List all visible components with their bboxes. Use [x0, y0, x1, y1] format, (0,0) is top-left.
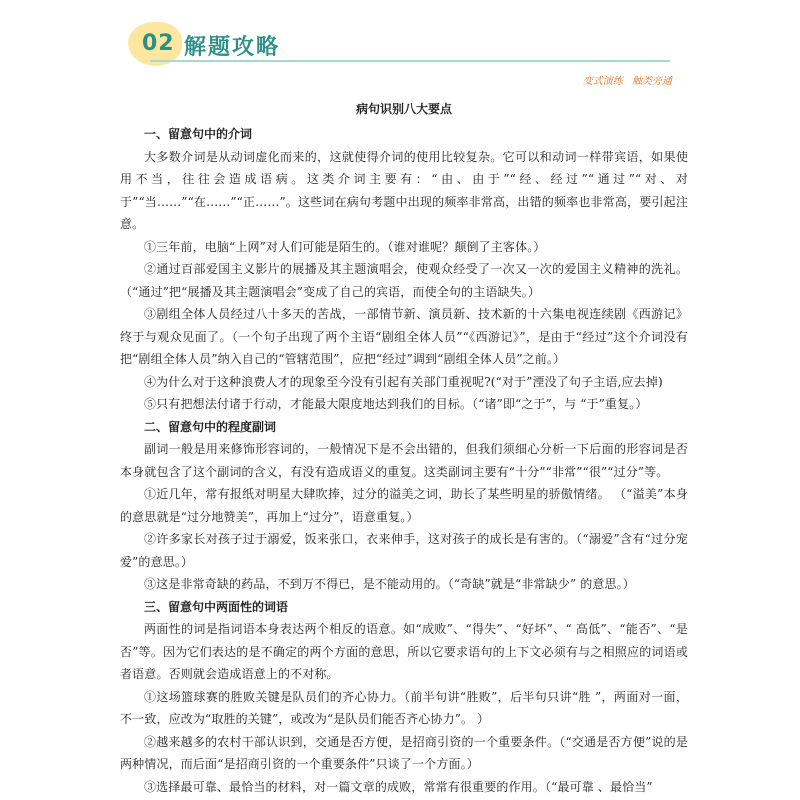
example-sentence: ①三年前，电脑“上网”对人们可能是陌生的。（谁对谁呢？颠倒了主客体。） [144, 239, 546, 254]
example-sentence: ①近几年，常有报纸对明星大肆吹捧，过分的溢美之词，助长了某些明星的骄傲情绪。 （“溢美”本身的意思就是“过分地赞美”，再加上“过分”，语意重复。） [120, 487, 688, 524]
example-sentence: ②通过百部爱国主义影片的展播及其主题演唱会，使观众经受了一次又一次的爱国主义精神的洗礼。（“通过”把“展播及其主题演唱会”变成了自己的宾语，而使全句的主语缺失。） [120, 262, 688, 299]
section-subtitle: 变式演练 触类旁通 [582, 76, 672, 87]
section-heading: 二、留意句中的程度副词 [144, 419, 277, 434]
section-heading: 一、留意句中的介词 [144, 127, 253, 141]
section-1 [120, 123, 688, 416]
paragraph: 副词一般是用来修饰形容词的，一般情况下是不会出错的，但我们须细心分析一下后面的形容词是否本身就包含了这个副词的含义，有没有造成语义的重复。这类副词主要有“十分”“非常”“很”“过分”等。 [120, 442, 688, 479]
example-sentence: ⑤只有把想法付诸于行动，才能最大限度地达到我们的目标。（“诸”即“之于”，与 “于”重复。） [144, 397, 648, 411]
section-title: 解题攻略 [184, 35, 281, 60]
section-3 [120, 596, 688, 799]
example-sentence: ②越来越多的农村干部认识到，交通是否方便，是招商引资的一个重要条件。（“交通是否方便”说的是两种情况，而后面“是招商引资的一个重要条件”只谈了一个方面。） [120, 734, 688, 771]
section-number: 02 [142, 31, 175, 56]
section-header [0, 0, 800, 100]
document-body [120, 96, 688, 798]
section-heading: 三、留意句中两面性的词语 [144, 599, 289, 614]
paragraph: 大多数介词是从动词虚化而来的，这就使得介词的使用比较复杂。它可以和动词一样带宾语，如果使用不当，往往会造成语病。这类介词主要有：“由、由于”“经、经过”“通过”“对、对于”“当……”“在……”“正……”。这些词在病句考题中出现的频率非常高，出错的频率也非常高，要引起注意。 [120, 149, 688, 231]
example-sentence: ③选择最可靠、最恰当的材料，对一篇文章的成败，常常有很重要的作用。（“最可靠 、最恰当” [144, 779, 653, 794]
example-sentence: ①这场篮球赛的胜败关键是队员们的齐心协力。（前半句讲“胜败”，后半句只讲“胜 ”，两面对一面，不一致，应改为“取胜的关键”，或改为“是队员们能否齐心协力”。 ） [120, 689, 688, 726]
example-sentence: ④为什么对于这种浪费人才的现象至今没有引起有关部门重视呢?(“对于”湮没了句子主语,应去掉) [144, 374, 663, 389]
paragraph: 两面性的词是指词语本身表达两个相反的语意。如“成败”、“得失”、“好坏”、“ 高低”、“能否”、“是否”等。因为它们表达的是不确定的两个方面的意思，所以它要求语句的上下文必须有与之相照应的词语或者语意。否则就会造成语意上的不对称。 [120, 622, 688, 681]
document-title: 病句识别八大要点 [355, 102, 452, 116]
section-2 [120, 416, 688, 596]
example-sentence: ②许多家长对孩子过于溺爱，饭来张口，衣来伸手，这对孩子的成长是有害的。（“溺爱”含有“过分宠爱”的意思。） [120, 532, 688, 569]
example-sentence: ③剧组全体人员经过八十多天的苦战，一部情节新、演员新、技术新的十六集电视连续剧《西游记》终于与观众见面了。（一个句子出现了两个主语“剧组全体人员”“《西游记》”，是由于“经过”这个介词没有把“剧组全体人员”纳入自己的“管辖范围”，应把“经过”调到“剧组全体人员”之前。） [120, 307, 688, 366]
header-divider [150, 60, 670, 62]
example-sentence: ③这是非常奇缺的药品，不到万不得已，是不能动用的。（“奇缺”就是“非常缺少” 的意思。） [144, 577, 635, 591]
